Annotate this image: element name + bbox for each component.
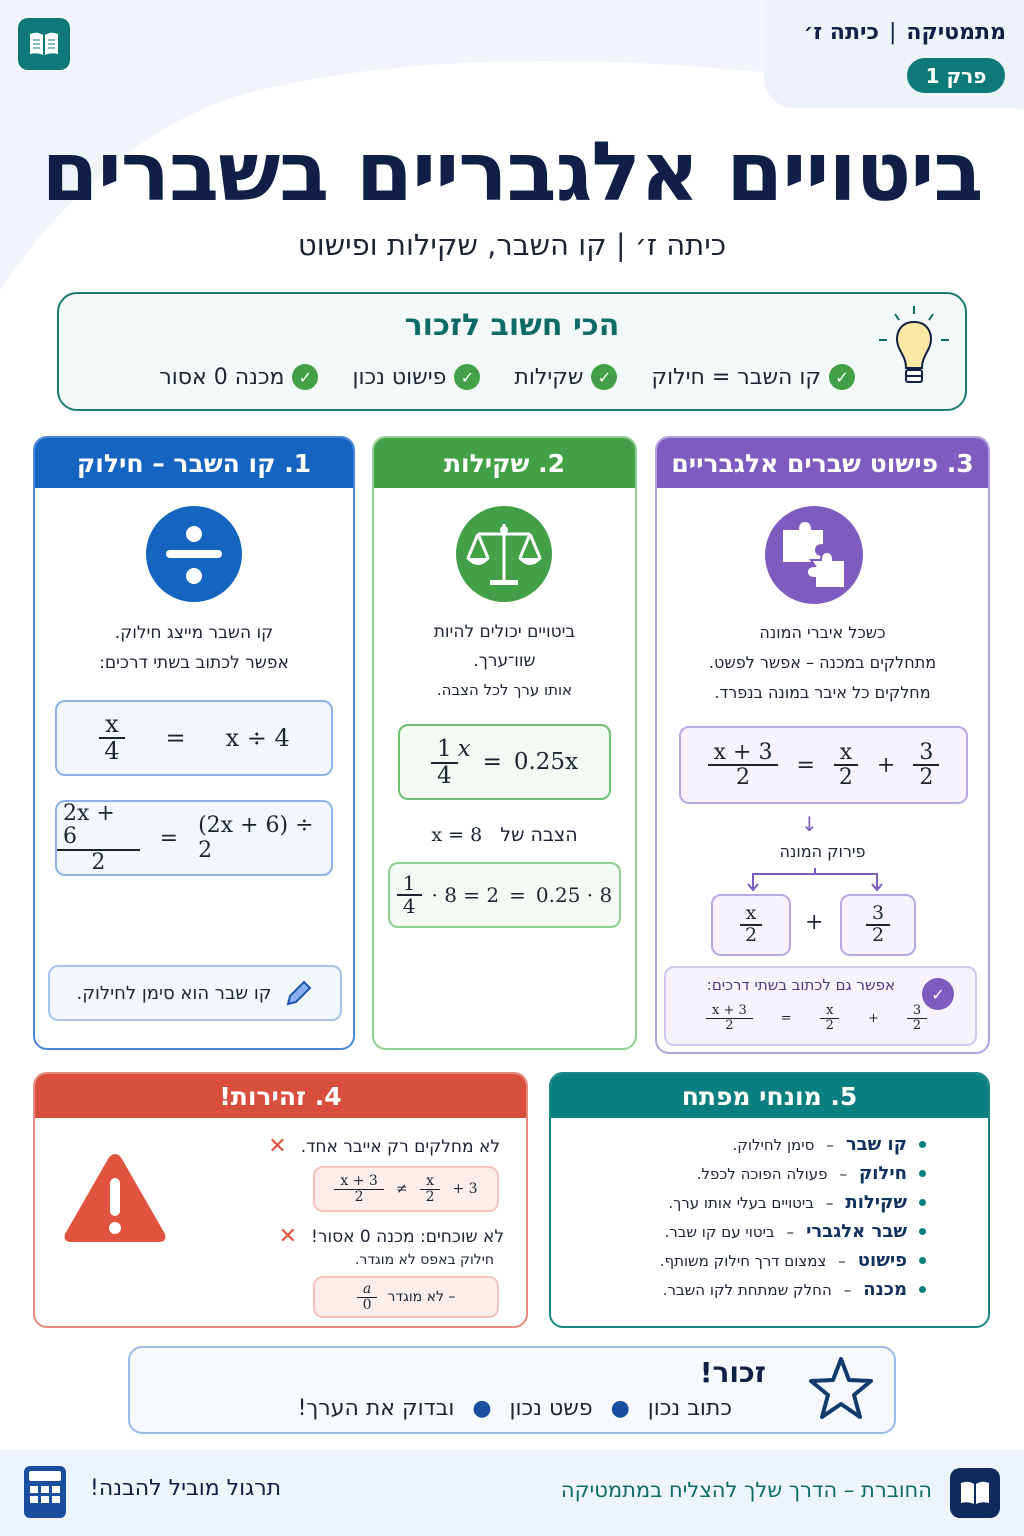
denominator: 4 [104,737,120,765]
equals: = [482,749,502,775]
plus: + [805,910,824,935]
numerator: 1 [397,873,422,896]
term-definition: ביטויים בעלי אותו ערך. [668,1193,814,1212]
text-line: כשכל איברי המונה [759,623,886,642]
term-name: פישוט [857,1250,907,1271]
warning-item [279,1224,504,1249]
page-subtitle: כיתה ז׳ | קו השבר, שקילות ופישוט [297,228,727,262]
numerator: 1 [431,737,458,763]
term-name: שקילות [845,1192,907,1213]
remember-item: פשט נכון [509,1396,593,1421]
card-title: 3. פישוט שברים אלגבריים [657,438,988,488]
term-item: שבר אלגברי – ביטוי עם קו שבר. [660,1217,926,1246]
text-line: מחלקים כל איבר במונה בנפרד. [714,683,931,702]
tip-text: אפשר גם לכתוב בשתי דרכים: [706,976,895,994]
expression: x ÷ 4 [225,724,290,752]
key-point-item [352,364,480,390]
card-key-terms [549,1072,990,1328]
card-description [35,618,353,678]
term-box [711,894,791,956]
warning-icon [61,1150,169,1246]
bullet-icon [919,1286,926,1293]
puzzle-icon [765,506,863,604]
denominator: 2 [825,1017,834,1033]
term-name: חילוק [859,1163,907,1184]
remember-box [128,1346,896,1434]
warning-text: לא שוכחים: מכנה 0 אסור! [311,1226,504,1247]
pencil-icon [284,978,314,1008]
card-equivalence [372,436,637,1050]
card-simplify [655,436,990,1054]
warning-text: לא מחלקים רק אייבר אחד. [300,1136,500,1157]
text-line: קו השבר מייצג חילוק. [114,623,274,643]
card-description [374,618,635,705]
numerator: x [834,741,858,766]
subtitle-topics: קו השבר, שקילות ופישוט [297,228,607,262]
not-equal: ≠ [395,1181,408,1197]
tip-box [664,966,977,1046]
term-definition: סימן לחילוק. [732,1135,815,1154]
card-description [657,618,988,708]
equals: = [165,724,186,752]
bullet-icon [919,1141,926,1148]
arrow-down-icon: ↓ [801,812,818,836]
star-icon [808,1356,874,1420]
expression: · 8 = 2 [431,883,500,907]
check-icon: ✓ [454,364,480,390]
book-icon [950,1468,1000,1518]
card-title: 5. מונחי מפתח [551,1074,988,1118]
numerator: x [740,904,763,926]
page-title: ביטויים אלגבריים בשברים [41,125,983,220]
bullet-icon: ● [610,1396,630,1421]
split-label: פירוק המונה [779,842,866,861]
warning-subtext: חילוק באפס לא מוגדר. [354,1252,494,1268]
key-point-text: קו השבר = חילוק [651,364,821,390]
numerator: x [820,1004,839,1019]
x-mark-icon: ✕ [268,1134,287,1159]
denominator: 2 [725,1017,734,1033]
term-name: שבר אלגברי [806,1221,907,1242]
key-points-list [159,364,855,390]
denominator: 2 [871,924,885,946]
chapter-badge: פרק 1 [907,58,1005,93]
text-line: מתחלקים במכנה – אפשר לפשט. [708,653,937,672]
check-icon: ✓ [591,364,617,390]
check-circle-icon: ✓ [922,978,954,1010]
denominator: 4 [436,762,452,789]
numerator: x [420,1174,440,1190]
bullet-icon: ● [472,1396,492,1421]
note-text: קו שבר הוא סימן לחילוק. [76,982,272,1004]
expression: 0.25 · 8 [535,883,613,907]
equation-box [679,726,968,804]
term-item: מכנה – החלק שמתחת לקו השבר. [660,1275,926,1304]
split-arrows-icon [745,866,885,892]
lightbulb-icon [877,304,951,394]
key-point-text: מכנה 0 אסור [159,364,285,390]
key-points-title: הכי חשוב לזכור [404,308,620,343]
expression: + 3 [452,1181,478,1197]
denominator: 2 [838,765,853,790]
key-point-text: פישוט נכון [352,364,447,390]
expression: (2x + 6) ÷ 2 [198,813,314,863]
plus: + [867,1010,879,1026]
calculator-icon [24,1466,66,1518]
numerator: x [99,712,125,739]
denominator: 0 [362,1296,372,1313]
numerator: 3 [913,741,939,766]
text-line: אפשר לכתוב בשתי דרכים: [99,653,289,673]
denominator: 2 [354,1188,364,1205]
footer-brand: החוברת – הדרך שלך להצליח במתמטיקה [560,1478,932,1502]
bullet-icon [919,1199,926,1206]
bullet-icon [919,1170,926,1177]
substitution-value: x = 8 [431,824,483,846]
subject-grade: מתמטיקה | כיתה ז׳ [803,20,1006,45]
key-point-item [651,364,855,390]
substitution-label [374,824,635,846]
card-title: 2. שקילות [374,438,635,488]
term-name: מכנה [863,1279,907,1300]
term-definition: פעולה הפוכה לכפל. [696,1164,828,1183]
key-points-box [57,292,967,411]
x-mark-icon: ✕ [278,1224,298,1249]
equals: = [796,752,815,778]
card-title: 4. זהירות! [35,1074,526,1118]
denominator: 2 [919,765,934,790]
book-logo-icon [18,18,70,70]
bullet-icon [919,1228,926,1235]
key-point-item [514,364,617,390]
remember-item: ובדוק את הערך! [297,1396,455,1421]
footer-slogan: תרגול מוביל להבנה! [90,1476,282,1501]
division-icon [146,506,242,602]
key-point-item [159,364,318,390]
card-warnings [33,1072,528,1328]
expression: 0.25x [513,749,579,775]
note-box [48,965,342,1021]
check-icon: ✓ [292,364,318,390]
text-line: ביטויים יכולים להיות [433,622,576,642]
equation-box [55,800,333,876]
term-box [840,894,916,956]
term-definition: ביטוי עם קו שבר. [664,1222,775,1241]
equation-box [55,700,333,776]
equals: = [780,1010,792,1026]
key-point-text: שקילות [514,364,584,390]
numerator: a [357,1282,377,1298]
text-line: אותו ערך לכל הצבה. [436,681,573,699]
denominator: 2 [736,765,751,790]
remember-title: זכור! [699,1356,766,1389]
card-fraction-bar [33,436,355,1050]
equals: = [159,825,179,851]
footer [0,1450,1024,1536]
equation-box [313,1276,499,1318]
check-icon: ✓ [829,364,855,390]
remember-list [298,1396,732,1421]
term-item: חילוק – פעולה הפוכה לכפל. [660,1159,926,1188]
grade-label: כיתה ז׳ [803,20,879,45]
numerator: 3 [907,1004,927,1019]
term-definition: צמצום דרך חילוק משותף. [659,1251,827,1270]
numerator: 3 [866,904,890,926]
remember-item: כתוב נכון [647,1396,732,1421]
equals: = [509,883,526,907]
denominator: 2 [744,924,758,946]
denominator: 2 [91,849,106,875]
equation-box [398,724,611,800]
term-item: קו שבר – סימן לחילוק. [660,1130,926,1159]
numerator: 2x + 6 [57,802,140,850]
term-item: שקילות – ביטויים בעלי אותו ערך. [660,1188,926,1217]
bullet-icon [919,1257,926,1264]
card-title: 1. קו השבר – חילוק [35,438,353,488]
warning-item [268,1134,500,1159]
terms-list [660,1130,926,1304]
undefined-label: – לא מוגדר [387,1289,456,1305]
denominator: 2 [912,1017,922,1033]
equation-box [313,1166,499,1212]
subtitle-grade: כיתה ז׳ [634,228,727,262]
denominator: 2 [425,1188,435,1205]
term-item: פישוט – צמצום דרך חילוק משותף. [660,1246,926,1275]
numerator: x + 3 [334,1174,383,1190]
numerator: x + 3 [708,741,779,766]
numerator: x + 3 [706,1004,753,1019]
plus: + [876,752,896,778]
subject-label: מתמטיקה [906,20,1006,45]
text-line: שוו־ערך. [473,651,536,671]
scale-icon [456,506,552,602]
equation-box [388,862,621,928]
term-name: קו שבר [845,1134,907,1155]
substitution-text: הצבה של [500,824,578,846]
denominator: 4 [402,894,416,918]
term-definition: החלק שמתחת לקו השבר. [662,1280,832,1299]
variable: x [457,736,471,763]
